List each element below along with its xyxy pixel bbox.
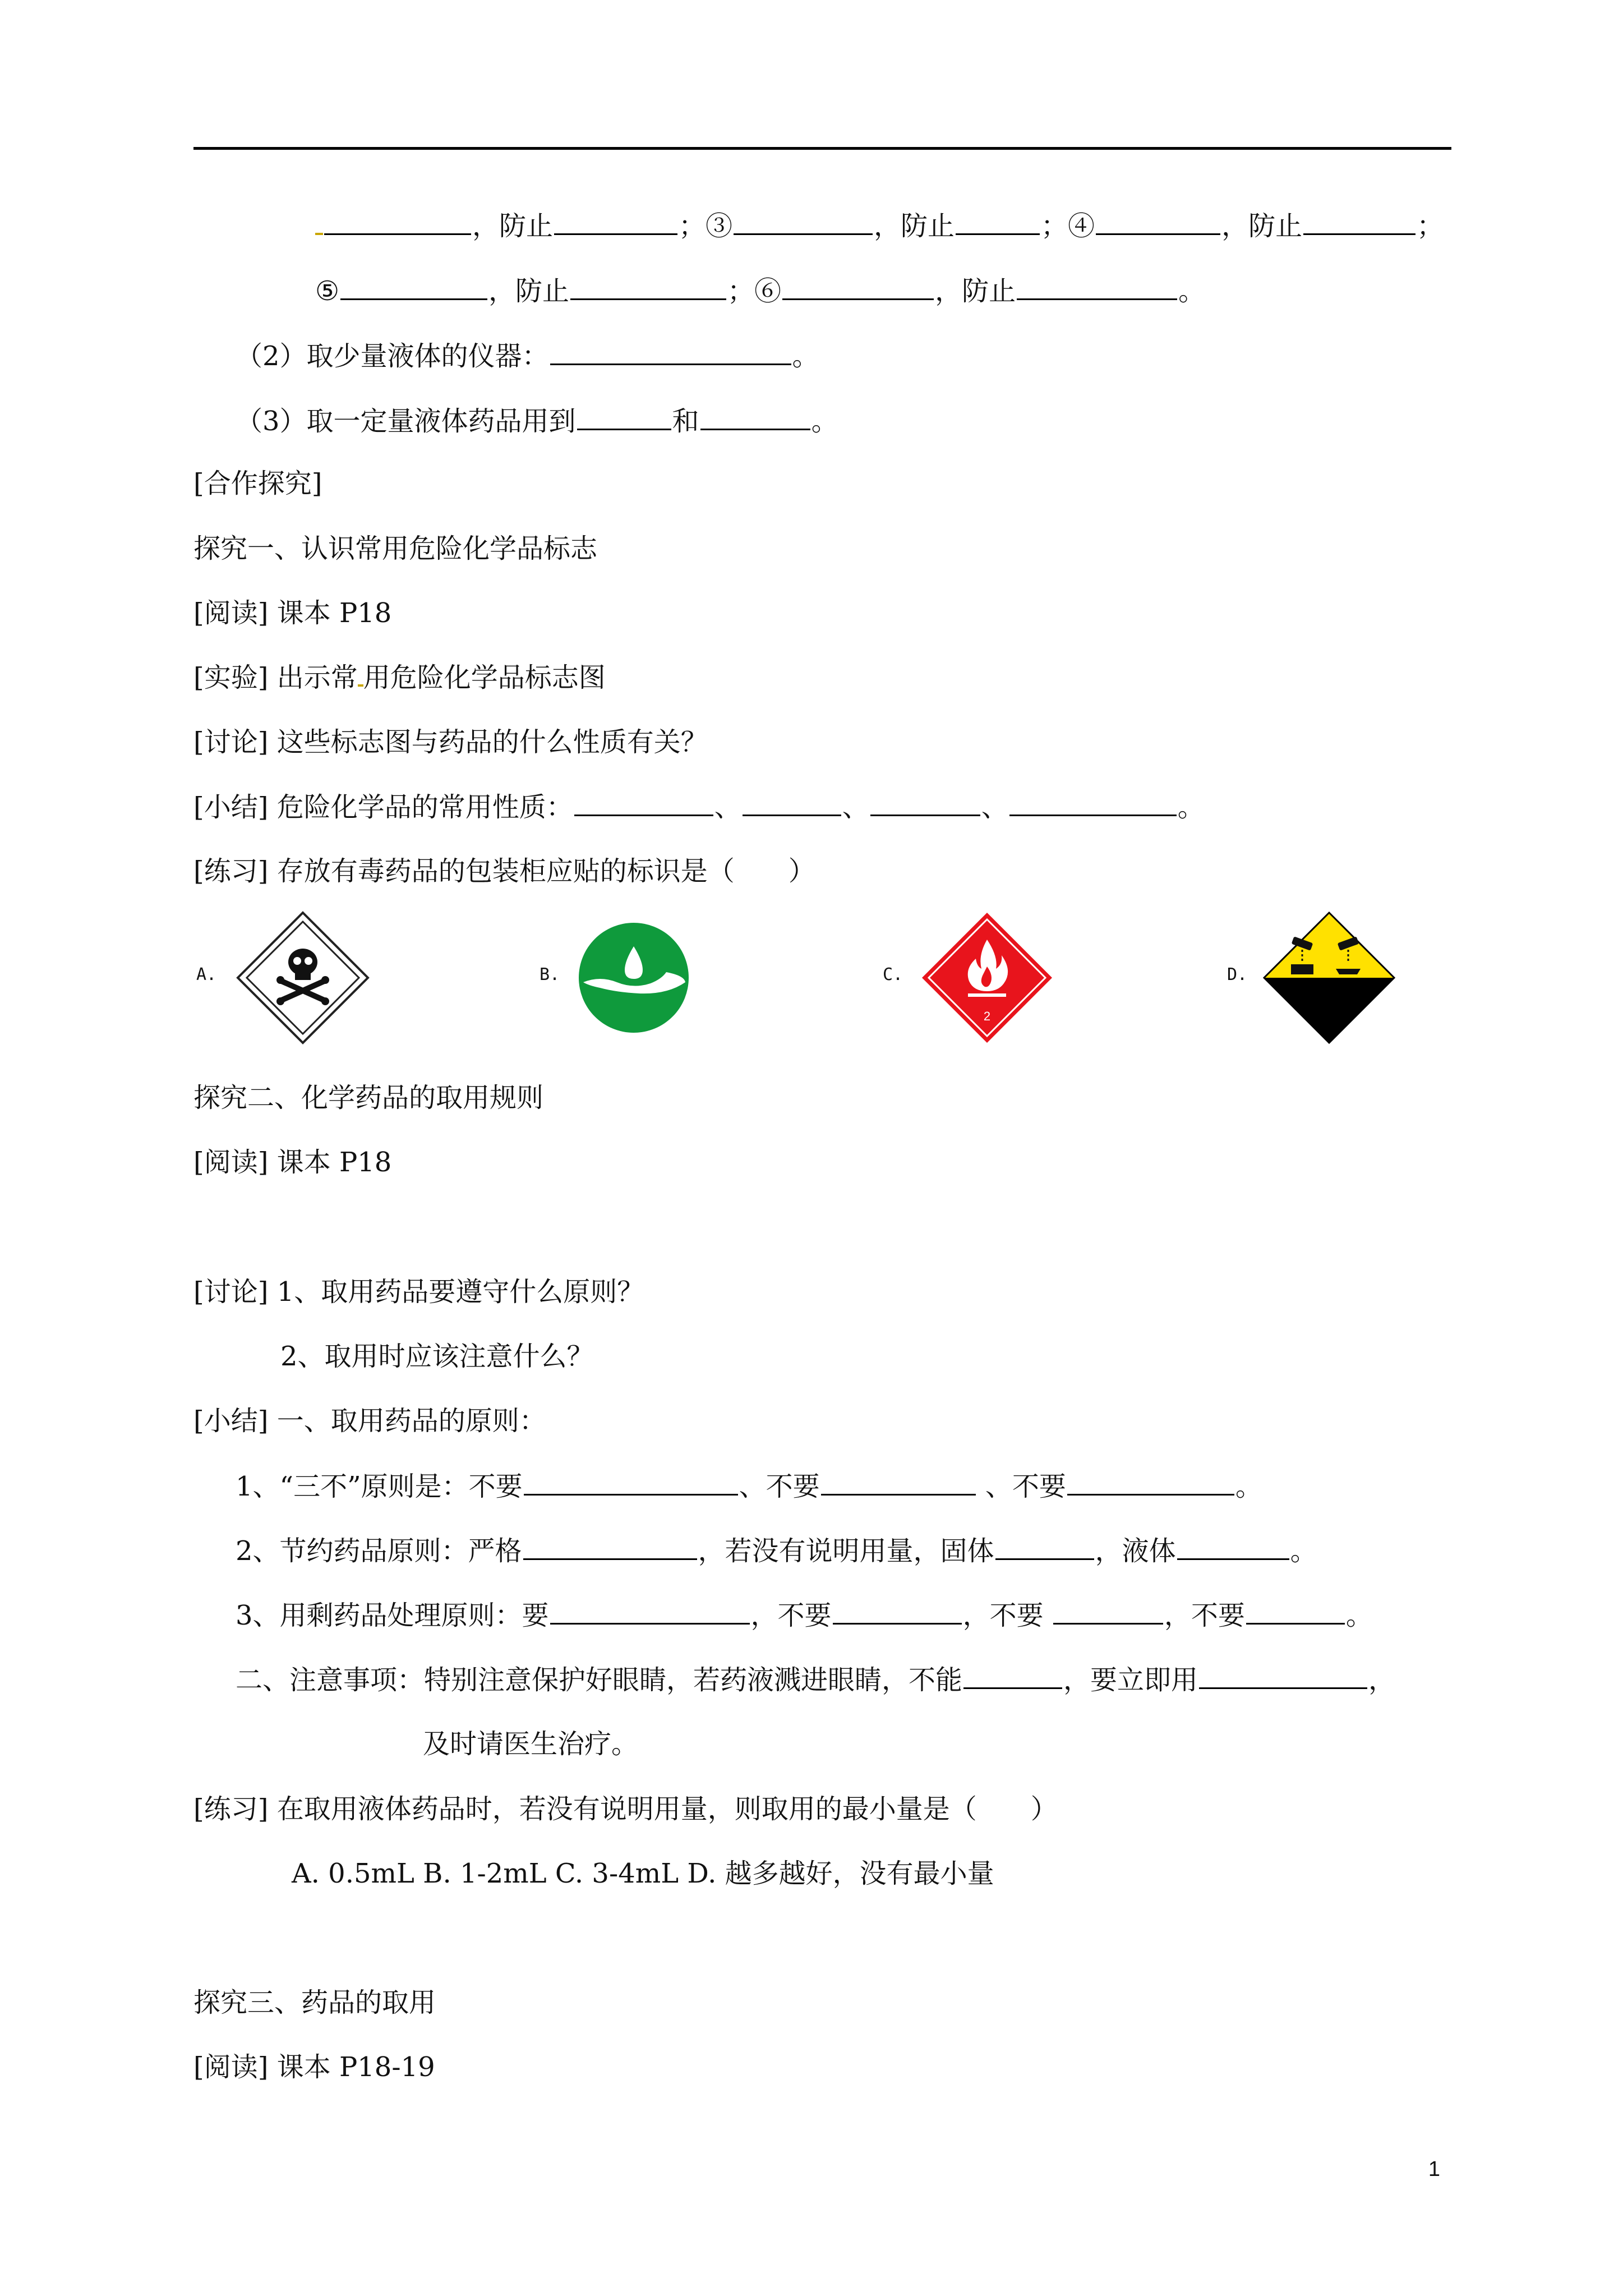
text: 。 (1178, 275, 1206, 307)
blank[interactable] (963, 1662, 1062, 1689)
option-b-label: B. (540, 965, 560, 984)
blank[interactable] (870, 789, 980, 816)
blank[interactable] (1199, 1662, 1367, 1689)
text: ，不要 (962, 1600, 1052, 1631)
text: 、不要 (976, 1471, 1066, 1502)
blank[interactable] (1246, 1597, 1345, 1625)
text: 、 (714, 792, 741, 823)
drop-sign-icon[interactable] (578, 922, 690, 1034)
text: 。 (1345, 1600, 1373, 1631)
blank[interactable] (523, 1533, 697, 1560)
experiment-line (193, 660, 606, 696)
blank[interactable] (1096, 208, 1220, 235)
text: ，若没有说明用量，固体 (698, 1535, 994, 1567)
blank[interactable] (340, 273, 487, 300)
text: ，防止 (874, 210, 955, 242)
text: ；④ (1041, 210, 1095, 242)
exercise-1: [练习] 存放有毒药品的包装柜应贴的标识是（ ） (193, 855, 815, 887)
text: ，要立即用 (1063, 1664, 1198, 1696)
blank[interactable] (577, 403, 671, 430)
blank[interactable] (743, 789, 841, 816)
blank[interactable] (821, 1468, 976, 1496)
text: 。 (1290, 1535, 1317, 1567)
text: [实验] 出示常 (193, 662, 358, 693)
fill-line-2 (315, 273, 1205, 309)
blank[interactable] (554, 208, 677, 235)
blank[interactable] (1303, 208, 1415, 235)
discussion-line-2: [讨论] 1、取用药品要遵守什么原则？ (193, 1276, 644, 1308)
text: ， (1368, 1664, 1396, 1696)
text: 。 (792, 341, 819, 372)
text: （3）取一定量液体药品用到 (236, 406, 576, 437)
text: 、 (981, 792, 1008, 823)
discussion-line: [讨论] 这些标志图与药品的什么性质有关？ (193, 726, 708, 758)
read-line: [阅读] 课本 P18 (193, 597, 392, 629)
blank[interactable] (833, 1597, 962, 1625)
yellow-mark (315, 210, 323, 235)
blank[interactable] (782, 273, 934, 300)
blank[interactable] (1177, 1533, 1289, 1560)
blank[interactable] (956, 208, 1040, 235)
text: ，不要 (750, 1600, 832, 1631)
text: ，防止 (472, 210, 554, 242)
blank[interactable] (524, 1468, 738, 1496)
header-rule (193, 147, 1451, 150)
blank[interactable] (324, 208, 471, 235)
text: 。 (1177, 792, 1205, 823)
sign-number: 2 (983, 1009, 991, 1023)
fill-line-3 (236, 338, 819, 374)
text: ，防止 (1221, 210, 1303, 242)
text: 1、“三不”原则是：不要 (236, 1471, 523, 1502)
option-c-label: C. (883, 965, 903, 984)
blank[interactable] (734, 208, 873, 235)
text: ； (1417, 210, 1444, 242)
text: 二、注意事项：特别注意保护好眼睛，若药液溅进眼睛，不能 (236, 1664, 963, 1696)
blank[interactable] (1067, 1468, 1234, 1496)
fill-line-1 (315, 208, 1444, 244)
text: ，不要 (1164, 1600, 1245, 1631)
text: 。 (811, 406, 838, 437)
text: 、 (842, 792, 869, 823)
blank[interactable] (1053, 1597, 1163, 1625)
corrosive-sign-icon[interactable] (1262, 910, 1396, 1045)
discussion-line-3: 2、取用时应该注意什么？ (280, 1341, 594, 1372)
text: （2）取少量液体的仪器： (236, 341, 549, 372)
blank[interactable] (550, 338, 791, 365)
text: ，防止 (935, 275, 1016, 307)
blank[interactable] (550, 1597, 750, 1625)
blank[interactable] (574, 789, 713, 816)
summary-line-2: [小结] 一、取用药品的原则： (193, 1405, 546, 1437)
text: 、不要 (739, 1471, 820, 1502)
text: 3、用剩药品处理原则：要 (236, 1600, 549, 1631)
text: 2、节约药品原则：严格 (236, 1535, 522, 1567)
principle-2 (236, 1533, 1317, 1569)
read-line-3: [阅读] 课本 P18-19 (193, 2051, 435, 2083)
section-heading: [合作探究] (193, 468, 322, 499)
text: 。 (1235, 1471, 1262, 1502)
text: ，防止 (488, 275, 570, 307)
text: ；③ (679, 210, 733, 242)
blank[interactable] (1017, 273, 1177, 300)
blank[interactable] (995, 1533, 1094, 1560)
text: ⑤ (315, 275, 340, 307)
text: 用危险化学品标志图 (363, 662, 606, 693)
precaution-line (236, 1662, 1395, 1698)
summary-line (193, 789, 1205, 825)
exercise-2-options: A. 0.5mL B. 1-2mL C. 3-4mL D. 越多越好，没有最小量 (292, 1858, 994, 1889)
inquiry-three-title: 探究三、药品的取用 (193, 1987, 436, 2018)
blank[interactable] (700, 403, 810, 430)
option-a-label: A. (196, 965, 217, 984)
flammable-sign-icon[interactable] (920, 910, 1054, 1045)
text: [小结] 危险化学品的常用性质： (193, 792, 573, 823)
read-line-2: [阅读] 课本 P18 (193, 1147, 392, 1178)
principle-3 (236, 1597, 1373, 1634)
blank[interactable] (570, 273, 726, 300)
yellow-mark (358, 662, 363, 687)
fill-line-4 (236, 403, 838, 439)
page-number: 1 (1428, 2157, 1440, 2181)
text: ；⑥ (727, 275, 782, 307)
exercise-2: [练习] 在取用液体药品时，若没有说明用量，则取用的最小量是（ ） (193, 1793, 1058, 1825)
text: 和 (672, 406, 699, 437)
precaution-continuation: 及时请医生治疗。 (423, 1728, 639, 1760)
inquiry-two-title: 探究二、化学药品的取用规则 (193, 1082, 544, 1114)
text: ，液体 (1095, 1535, 1176, 1567)
blank[interactable] (1009, 789, 1177, 816)
toxic-sign-icon[interactable] (236, 910, 370, 1045)
principle-1 (236, 1468, 1262, 1504)
inquiry-one-title: 探究一、认识常用危险化学品标志 (193, 533, 598, 564)
option-d-label: D. (1227, 965, 1248, 984)
